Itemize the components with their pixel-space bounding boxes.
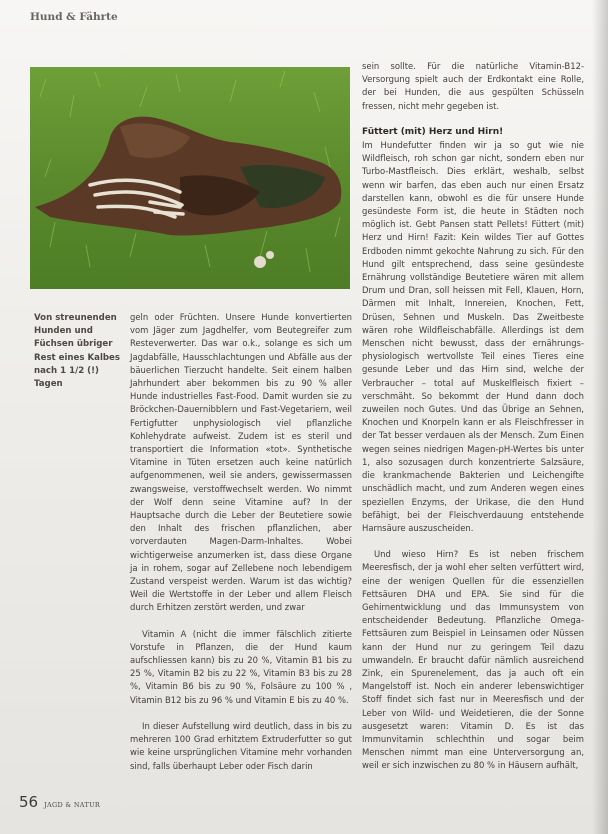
- carcass-photo: [30, 67, 350, 289]
- magazine-name: JAGD & NATUR: [44, 801, 101, 809]
- article-paragraph: geln oder Früchten. Unsere Hunde konvertierten vom Jäger zum Jagdhelfer, vom Beutegreifer zum Resteverwerter. Das war o.k., solange es sich um Jagdabfälle, Hausschlachtungen und Abfälle aus der bäuerlichen Tierzucht handelte. Seit einem halben Jahrhundert aber bekommen bis zu 90 % aller Hunde industrielles Fast-Food. Damit wurden sie zu Bröckchen-Dauernibblern und Fast-Vegetariern, weil Fertigfutter unphysiologisch viel pflanzliche Kohlehydrate aufweist. Zudem ist es steril und transportiert die Information «tot». Synthetische Vitamine in Tüten ersetzen auch keine natürlich aufgenommenen, weil sie anders, gewissermassen zwangsweise, verstoffwechselt werden. Wo nimmt der Wolf denn seine Vitamine auf? In der Hauptsache durch die Leber der Beutetiere sowie den Inhalt des frischen pflanzlichen, aber vorverdauten Magen-Darm-Inhaltes. Wobei wichtigerweise anzumerken ist, dass diese Organe ja in rohem, sogar auf Zellebene noch lebendigem Zustand verspeist werden. Warum ist das wichtig? Weil die Wertstoffe in der Leber und allem Fleisch durch Erhitzen zerstört werden, und zwar: [130, 312, 352, 613]
- article-paragraph: Und wieso Hirn? Es ist neben frischem Meeresfisch, der ja wohl eher selten verfüttert wird, eine der wenigen Quellen für die essenziellen Fettsäuren DHA und EPA. Sie sind für die Gehirnentwicklung und das Immunsystem von entscheidender Bedeutung. Pflanzliche Omega-Fettsäuren zum Beispiel in Leinsamen oder Nüssen kann der Hund nur zu geringem Teil dazu umwandeln. Er braucht dafür nämlich ausreichend Zink, ein Spurenelement, das ja auch oft ein Mangelstoff ist. Noch ein anderer lebenswichtiger Stoff findet sich fast nur in Meeresfisch und der Leber von Wild- und Weidetieren, die der Sonne ausgesetzt waren: Vitamin D. Es ist das Immunvitamin schlechthin und sogar beim Menschen nimmt man eine Unterversorgung an, weil er sich inzwischen zu 80 % in Häusern aufhält,: [362, 549, 584, 771]
- article-column-left: [130, 311, 352, 773]
- photo-illustration: [30, 67, 350, 289]
- section-header: Hund & Fährte: [30, 11, 118, 23]
- page-footer: [19, 793, 100, 811]
- article-paragraph: Im Hundefutter finden wir ja so gut wie nie Wildfleisch, roh schon gar nicht, sondern eben nur Turbo-Mastfleisch. Dies erklärt, weshalb, selbst wenn wir barfen, das eben auch nur einen Ersatz darstellen kann, obwohl es die für unsere Hunde gesündeste Form ist, die heute in Städten noch möglich ist. Gebt Pansen statt Pellets! Füttert (mit) Herz und Hirn! Fazit: Kein wildes Tier auf Gottes Erdboden nimmt gekochte Nahrung zu sich. Für den Hund gilt entsprechend, dass seine gesündeste Ernährung vollständige Beutetiere wären mit allem Drum und Dran, soll heissen mit Fell, Klauen, Horn, Därmen mit Inhalt, Innereien, Knochen, Fett, Drüsen, Sehnen und Muskeln. Das Zweitbeste wären rohe Wildfleischabfälle. Allerdings ist dem Menschen nicht bewusst, dass der ernährungs-physiologisch wertvollste Teil eines Tieres eine gesunde Leber und das Hirn sind, welche der Verbraucher – total auf Muskelfleisch fixiert – verschmäht. So bekommt der Hund dann doch zuweilen noch Gutes. Und das Übrige an Sehnen, Knochen und Knorpeln kann er als Fleischfresser in der Tat besser verdauen als der Mensch. Zum Einen wegen seines niedrigen Magen-pH-Wertes bis unter 1, also sozusagen durch konzentrierte Salzsäure, die krankmachende Bakterien und Leichengifte unschädlich macht, und zum Anderen wegen eines speziellen Enzyms, der Urikase, die den Hund befähigt, bei der Fleischverdauung entstehende Harnsäure auszuscheiden.: [362, 140, 584, 533]
- article-subheading: Füttert (mit) Herz und Hirn!: [362, 126, 504, 137]
- page-number: 56: [19, 793, 39, 811]
- article-paragraph: In dieser Aufstellung wird deutlich, dass in bis zu mehreren 100 Grad erhitztem Extruderfutter so gut wie keine ursprünglichen Vitamine mehr vorhanden sind, falls überhaupt Leber oder Fisch darin: [130, 720, 352, 771]
- article-paragraph: sein sollte. Für die natürliche Vitamin-B12-Versorgung spielt auch der Erdkontakt eine Rolle, der bei Hunden, die aus gespülten Schüsseln fressen, nicht mehr gegeben ist.: [362, 61, 584, 111]
- page-spine-shadow: [592, 0, 608, 834]
- article-column-right: [362, 60, 584, 773]
- photo-caption: Von streunenden Hunden und Füchsen übriger Rest eines Kalbes nach 1 1/2 (!) Tagen: [34, 313, 120, 390]
- article-paragraph: Vitamin A (nicht die immer fälschlich zitierte Vorstufe in Pflanzen, die der Hund kaum aufschliessen kann) bis zu 20 %, Vitamin B1 bis zu 25 %, Vitamin B2 bis zu 22 %, Vitamin B3 bis zu 28 %, Vitamin B6 bis zu 90 %, Folsäure zu 100 % , Vitamin B12 bis zu 96 % und Vitamin E bis zu 40 %.: [130, 628, 352, 705]
